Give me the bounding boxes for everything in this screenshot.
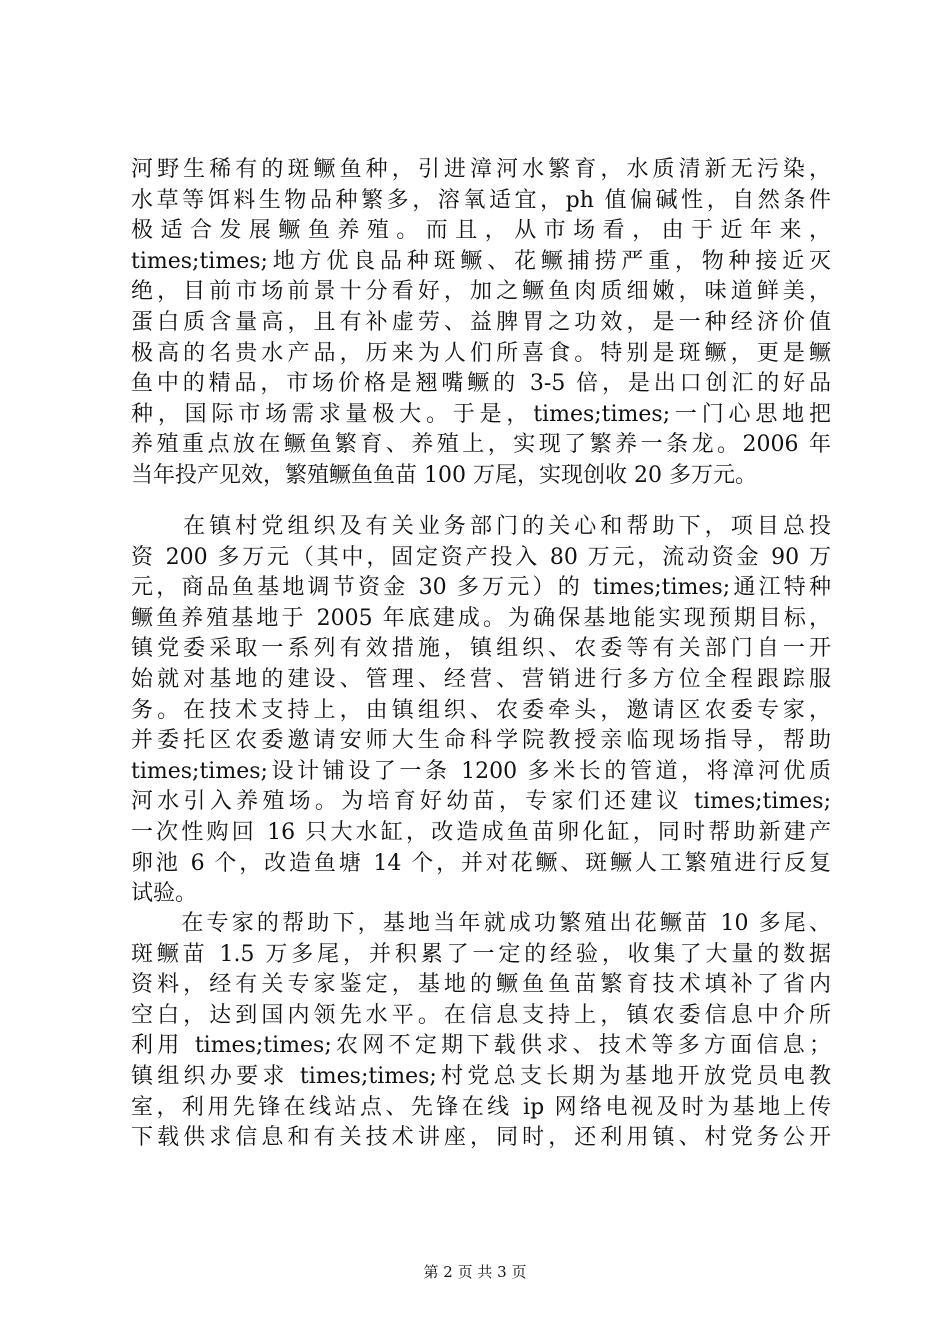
text-line: 种，国际市场需求量极大。于是，times;times;一门心思地把 — [131, 401, 831, 427]
text-line: times;times;地方优良品种斑鳜、花鳜捕捞严重，物种接近灭 — [131, 248, 831, 274]
text-line: 资料，经有关专家鉴定，基地的鳜鱼鱼苗繁育技术填补了省内 — [131, 972, 831, 998]
text-line: 斑鳜苗 1.5 万多尾，并积累了一定的经验，收集了大量的数据 — [131, 941, 831, 967]
text-line: 务。在技术支持上，由镇组织、农委牵头，邀请区农委专家， — [131, 697, 831, 723]
text-line: 资 200 多万元（其中，固定资产投入 80 万元，流动资金 90 万 — [131, 544, 831, 570]
text-line: 镇组织办要求 times;times;村党总支长期为基地开放党员电教 — [131, 1063, 831, 1089]
text-line: 蛋白质含量高，且有补虚劳、益脾胃之功效，是一种经济价值 — [131, 309, 831, 335]
text-line: 绝，目前市场前景十分看好，加之鳜鱼肉质细嫩，味道鲜美， — [131, 279, 831, 305]
text-line: 镇党委采取一系列有效措施，镇组织、农委等有关部门自一开 — [131, 636, 831, 662]
text-line: 养殖重点放在鳜鱼繁育、养殖上，实现了繁养一条龙。2006 年 — [131, 432, 831, 458]
text-line: 试验。 — [131, 881, 198, 907]
text-line: 室，利用先锋在线站点、先锋在线 ip 网络电视及时为基地上传 — [131, 1094, 831, 1120]
text-line: 元，商品鱼基地调节资金 30 多万元）的 times;times;通江特种 — [131, 575, 831, 601]
text-line: times;times;设计铺设了一条 1200 多米长的管道，将漳河优质 — [131, 758, 831, 784]
text-line: 鳜鱼养殖基地于 2005 年底建成。为确保基地能实现预期目标， — [131, 605, 831, 631]
text-line: 当年投产见效，繁殖鳜鱼鱼苗 100 万尾，实现创收 20 多万元。 — [131, 462, 757, 488]
paragraph-3 — [131, 909, 831, 1154]
text-line: 一次性购回 16 只大水缸，改造成鱼苗卵化缸，同时帮助新建产 — [131, 819, 831, 845]
text-line: 利用 times;times;农网不定期下载供求、技术等多方面信息； — [131, 1033, 831, 1059]
text-line: 鱼中的精品，市场价格是翘嘴鳜的 3-5 倍，是出口创汇的好品 — [131, 371, 831, 397]
text-line: 在专家的帮助下，基地当年就成功繁殖出花鳜苗 10 多尾、 — [131, 911, 831, 936]
text-line: 空白，达到国内领先水平。在信息支持上，镇农委信息中介所 — [131, 1002, 831, 1028]
text-line: 下载供求信息和有关技术讲座，同时，还利用镇、村党务公开 — [131, 1125, 831, 1151]
paragraph-2 — [131, 512, 831, 910]
text-line: 始就对基地的建设、管理、经营、营销进行多方位全程跟踪服 — [131, 666, 831, 692]
text-line: 并委托区农委邀请安师大生命科学院教授亲临现场指导，帮助 — [131, 728, 831, 754]
text-line: 极高的名贵水产品，历来为人们所喜食。特别是斑鳜，更是鳜 — [131, 340, 831, 366]
text-line: 在镇村党组织及有关业务部门的关心和帮助下，项目总投 — [131, 514, 831, 539]
text-line: 水草等饵料生物品种繁多，溶氧适宜，ph 值偏碱性，自然条件 — [131, 187, 831, 213]
text-line: 极适合发展鳜鱼养殖。而且，从市场看，由于近年来， — [131, 218, 831, 244]
paragraph-1 — [131, 155, 831, 492]
text-line: 河水引入养殖场。为培育好幼苗，专家们还建议 times;times; — [131, 789, 831, 815]
text-line: 卵池 6 个，改造鱼塘 14 个，并对花鳜、斑鳜人工繁殖进行反复 — [131, 850, 831, 876]
text-line: 河野生稀有的斑鳜鱼种，引进漳河水繁育，水质清新无污染， — [131, 157, 831, 182]
page-footer: 第 2 页 共 3 页 — [423, 1263, 527, 1281]
